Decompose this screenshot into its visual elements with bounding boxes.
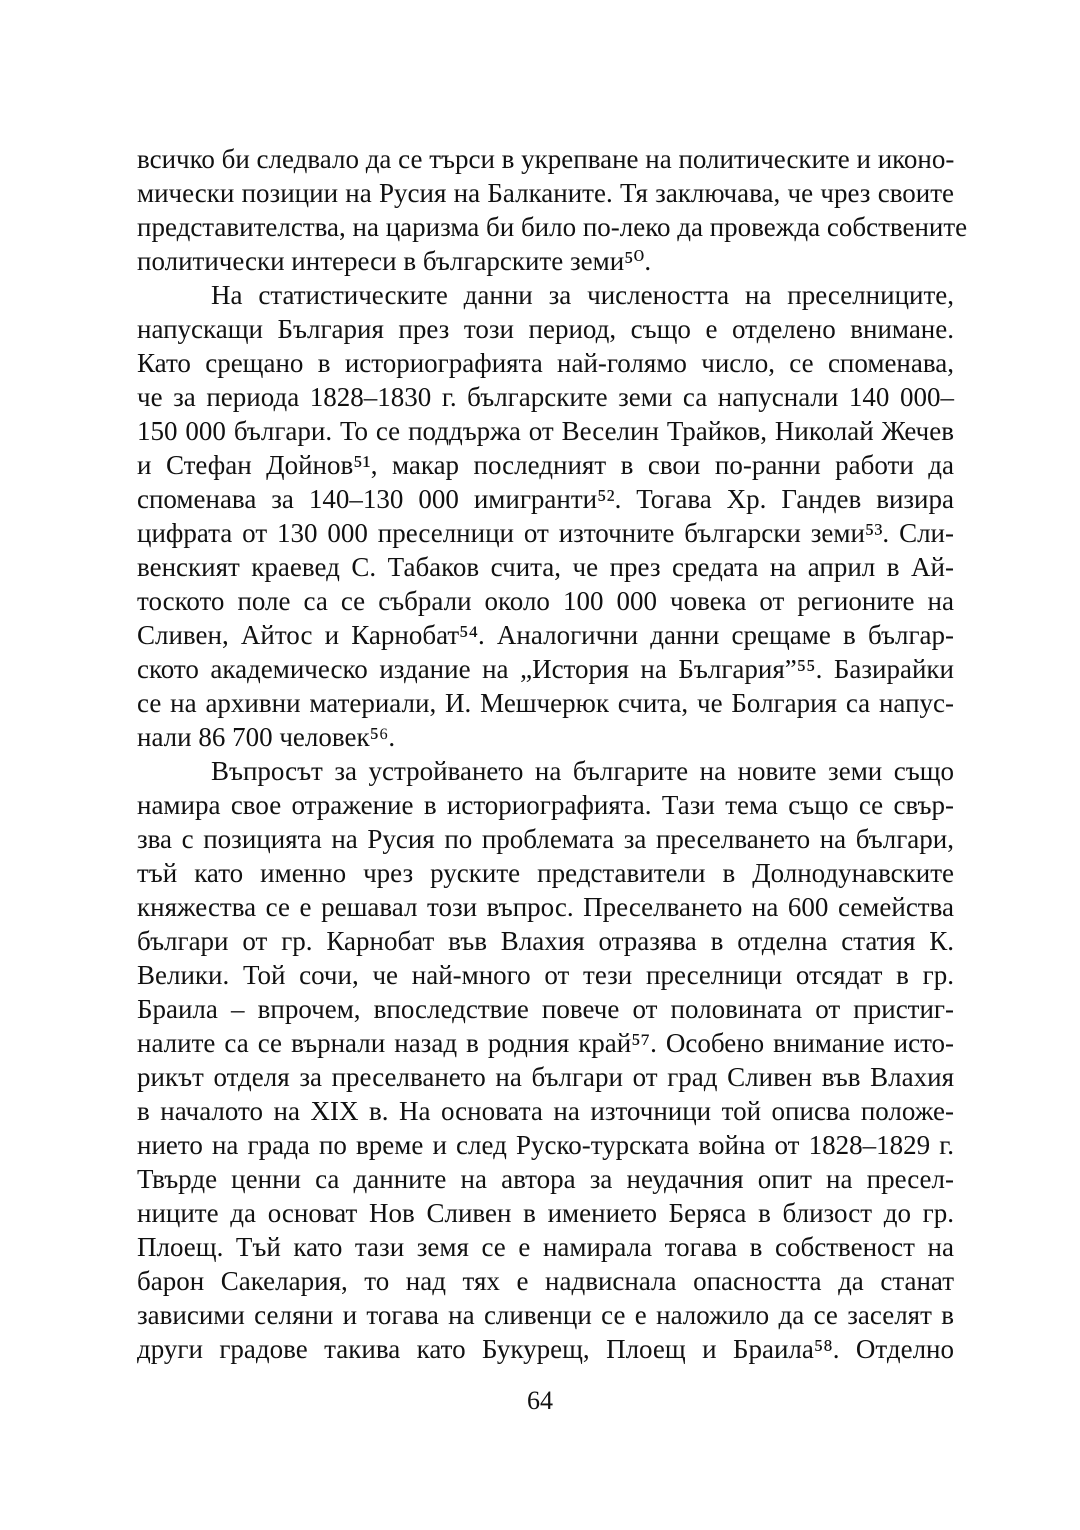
text-line: налите са се върнали назад в родния край⁵⁷. Особено внимание исто- <box>137 1028 954 1058</box>
text-line: зва с позицията на Русия по проблемата за преселването на българи, <box>137 824 954 854</box>
text-line: и Стефан Дойнов⁵¹, макар последният в свои по-ранни работи да <box>137 450 954 480</box>
text-line: Велики. Той сочи, че най-много от тези преселници отсядат в гр. <box>137 960 954 990</box>
text-line: политически интереси в българските земи⁵⁰. <box>137 246 652 276</box>
paragraph-first-line: Въпросът за устройването на българите на новите земи също <box>211 756 954 786</box>
text-line: рикът отделя за преселването на българи от град Сливен във Влахия <box>137 1062 954 1092</box>
text-line: Като срещано в историографията най-голямо число, се споменава, <box>137 348 954 378</box>
text-line: Сливен, Айтос и Карнобат⁵⁴. Аналогични данни срещаме в българ- <box>137 620 954 650</box>
text-line: споменава за 140–130 000 имигранти⁵². Тогава Хр. Гандев визира <box>137 484 954 514</box>
text-line: барон Сакелария, то над тях е надвиснала опасността да станат <box>137 1266 954 1296</box>
text-line: нали 86 700 человек⁵⁶. <box>137 722 396 752</box>
text-line: мически позиции на Русия на Балканите. Тя заключава, че чрез своите <box>137 178 954 208</box>
page-number: 64 <box>527 1386 553 1415</box>
text-line: нието на града по време и след Руско-турската война от 1828–1829 г. <box>137 1130 954 1160</box>
paragraph-first-line: На статистическите данни за числеността на преселниците, <box>211 280 954 310</box>
text-line: намира свое отражение в историографията. Тази тема също се свър- <box>137 790 954 820</box>
text-line: венският краевед С. Табаков счита, че през средата на април в Ай- <box>137 552 954 582</box>
text-line: тоското поле са се събрали около 100 000 човека от регионите на <box>137 586 954 616</box>
text-line: цифрата от 130 000 преселници от източните български земи⁵³. Сли- <box>137 518 954 548</box>
text-line: напускащи България през този период, също е отделено внимане. <box>137 314 954 344</box>
text-line: българи от гр. Карнобат във Влахия отразява в отделна статия К. <box>137 926 954 956</box>
text-line: ското академическо издание на „История на България”⁵⁵. Базирайки <box>137 654 954 684</box>
text-line: зависими селяни и тогава на сливенци се е наложило да се заселят в <box>137 1300 954 1330</box>
text-line: тъй като именно чрез руските представители в Долнодунавските <box>137 858 954 888</box>
text-line: че за периода 1828–1830 г. българските земи са напуснали 140 000– <box>137 382 954 412</box>
text-line: всичко би следвало да се търси в укрепване на политическите и иконо- <box>137 144 955 174</box>
text-line: Плоещ. Тъй като тази земя се е намирала тогава в собственост на <box>137 1232 954 1262</box>
text-line: други градове такива като Букурещ, Плоещ и Браила⁵⁸. Отделно <box>137 1334 954 1364</box>
text-line: ниците да основат Нов Сливен в имението Беряса в близост до гр. <box>137 1198 954 1228</box>
text-line: Браила – впрочем, впоследствие повече от половината от пристиг- <box>137 994 954 1024</box>
text-line: представителства, на царизма би било по-леко да провежда собствените <box>137 212 968 242</box>
text-line: се на архивни материали, И. Мешчерюк счита, че Болгария са напус- <box>137 688 954 718</box>
text-line: в началото на XIX в. На основата на източници той описва положе- <box>137 1096 954 1126</box>
text-line: 150 000 българи. То се поддържа от Веселин Трайков, Николай Жечев <box>137 416 954 446</box>
text-line: княжества се е решавал този въпрос. Преселването на 600 семейства <box>137 892 954 922</box>
text-line: Твърде ценни са данните на автора за неудачния опит на пресел- <box>137 1164 954 1194</box>
